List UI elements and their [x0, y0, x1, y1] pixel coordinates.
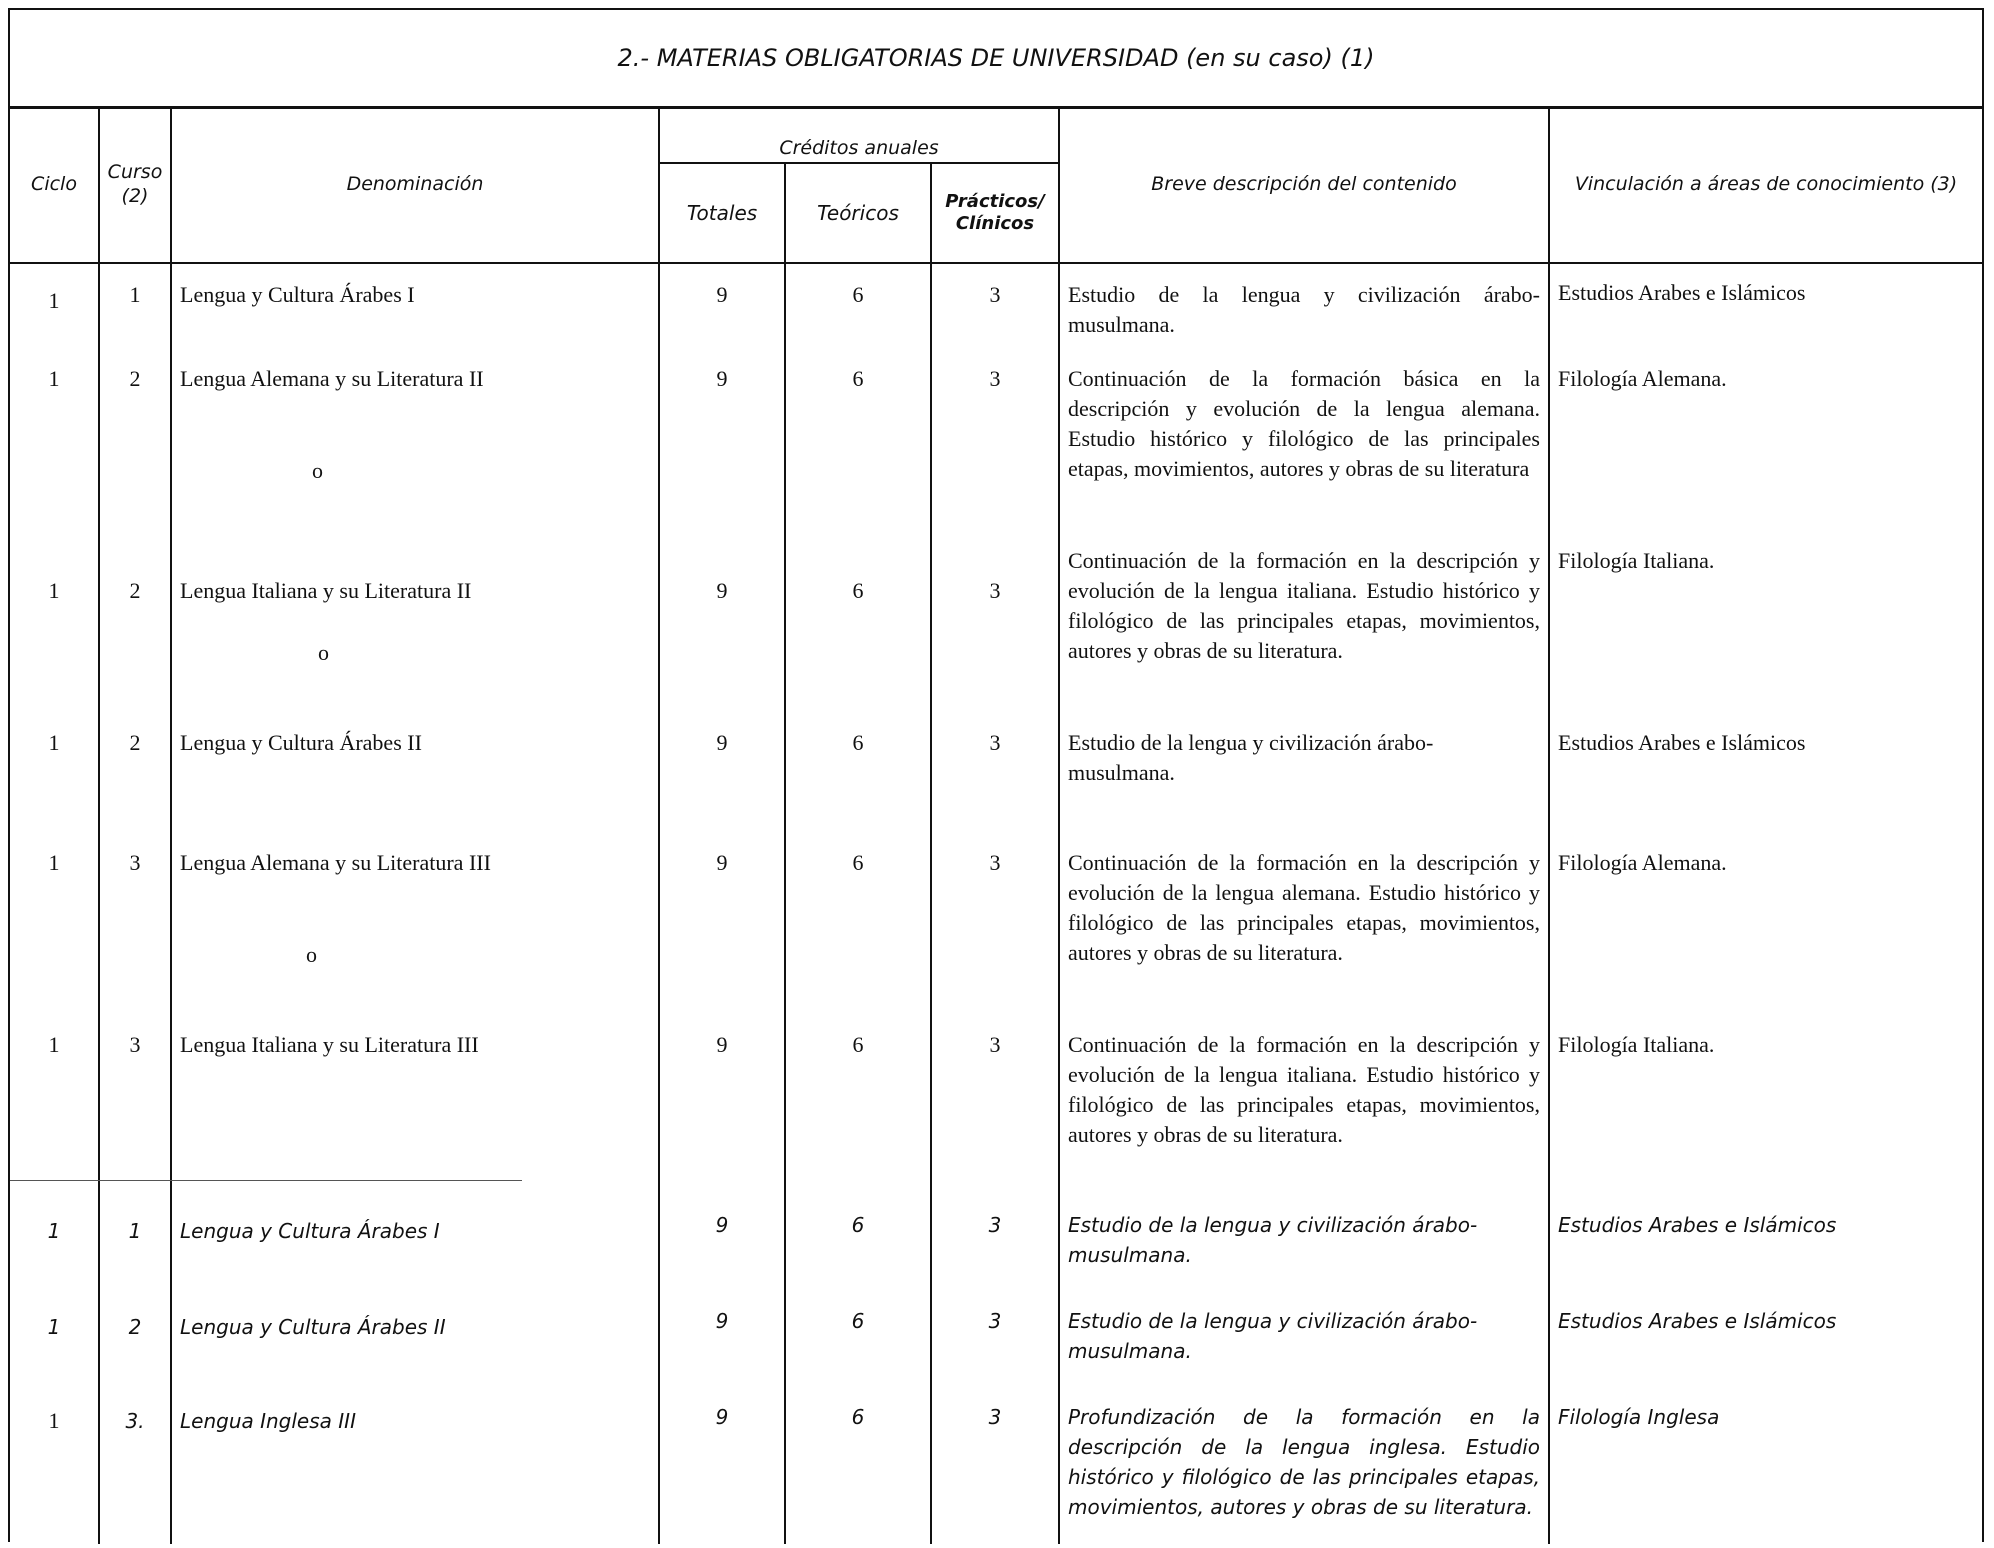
- table-cell-vinculacion: Filología Alemana.: [1558, 850, 1727, 875]
- table-cell-descripcion: Estudio de la lengua y civilización árabo-musulmana.: [1068, 1213, 1478, 1267]
- table-cell-practicos: 3: [988, 1405, 1002, 1429]
- table-cell-ciclo: 1: [48, 850, 60, 875]
- table-cell-or: o: [312, 458, 323, 483]
- table-cell-practicos: 3: [989, 1032, 1001, 1057]
- column-rule: [1548, 107, 1550, 1544]
- table-cell-vinculacion: Filología Italiana.: [1558, 548, 1715, 573]
- table-cell-denominacion: Lengua Alemana y su Literatura II: [180, 366, 484, 391]
- table-cell-curso: 2: [128, 1315, 142, 1339]
- table-cell-totales: 9: [716, 1032, 728, 1057]
- table-cell-totales: 9: [715, 1309, 729, 1333]
- table-cell-descripcion: Profundización de la formación en la descripción de la lengua inglesa. Estudio histórico y filológico de las principales etapas, movimientos, autores y obras de su literatura.: [1068, 1405, 1540, 1519]
- table-cell-curso: 2: [129, 578, 141, 603]
- table-cell-denominacion: Lengua Italiana y su Literatura III: [180, 1032, 479, 1057]
- table-cell-teoricos: 6: [851, 1213, 865, 1237]
- table-cell-vinculacion: Estudios Arabes e Islámicos: [1558, 280, 1806, 305]
- table-cell-teoricos: 6: [852, 366, 864, 391]
- table-cell-descripcion: Estudio de la lengua y civilización árabo-musulmana.: [1068, 282, 1540, 337]
- table-cell-or: o: [306, 942, 317, 967]
- table-cell-vinculacion: Filología Inglesa: [1558, 1405, 1720, 1429]
- header-clinicos-label: Clínicos: [955, 213, 1035, 234]
- header-practicos-label: Prácticos/: [945, 190, 1045, 212]
- table-cell-practicos: 3: [989, 366, 1001, 391]
- table-cell-vinculacion: Estudios Arabes e Islámicos: [1558, 1309, 1837, 1333]
- header-practicos: [932, 164, 1058, 262]
- table-cell-ciclo: 1: [47, 1315, 61, 1339]
- table-cell-teoricos: 6: [851, 1309, 865, 1333]
- table-cell-curso: 2: [129, 366, 141, 391]
- header-descripcion: Breve descripción del contenido: [1151, 173, 1457, 196]
- table-cell-ciclo: 1: [48, 1032, 60, 1057]
- table-cell-descripcion: Continuación de la formación en la descripción y evolución de la lengua italiana. Estudio histórico y filológico de las principales etapas, movimientos, autores y obras de su literatura.: [1068, 548, 1540, 663]
- page-title: 2.- MATERIAS OBLIGATORIAS DE UNIVERSIDAD (en su caso) (1): [10, 10, 1982, 109]
- header-denominacion: Denominación: [346, 173, 484, 196]
- table-cell-curso: 3: [129, 1032, 141, 1057]
- table-cell-practicos: 3: [989, 282, 1001, 307]
- table-cell-practicos: 3: [988, 1213, 1002, 1237]
- table-cell-teoricos: 6: [851, 1405, 865, 1429]
- table-cell-ciclo: 1: [48, 366, 60, 391]
- table-cell-teoricos: 6: [852, 730, 864, 755]
- table-cell-ciclo: 1: [48, 730, 60, 755]
- table-cell-totales: 9: [716, 366, 728, 391]
- table-cell-curso: 2: [129, 730, 141, 755]
- document-sheet: [8, 8, 1984, 1542]
- table-cell-descripcion: Continuación de la formación en la descripción y evolución de la lengua italiana. Estudio histórico y filológico de las principales etapas, movimientos, autores y obras de su literatura.: [1068, 1032, 1540, 1147]
- header-creditos: Créditos anuales: [779, 137, 939, 160]
- column-rule: [1058, 107, 1060, 1544]
- table-cell-totales: 9: [716, 578, 728, 603]
- table-cell-teoricos: 6: [852, 578, 864, 603]
- table-cell-descripcion: Continuación de la formación en la descripción y evolución de la lengua alemana. Estudio histórico y filológico de las principales etapas, movimientos, autores y obras de su literatura.: [1068, 850, 1540, 965]
- table-cell-descripcion: Estudio de la lengua y civilización árabo-musulmana.: [1068, 730, 1434, 785]
- table-cell-teoricos: 6: [852, 850, 864, 875]
- table-cell-denominacion: Lengua Inglesa III: [180, 1409, 356, 1433]
- header-bottom-rule: [10, 262, 1982, 264]
- table-cell-ciclo: 1: [48, 288, 60, 313]
- table-cell-denominacion: Lengua y Cultura Árabes I: [180, 1219, 440, 1243]
- table-cell-denominacion: Lengua Alemana y su Literatura III: [180, 850, 491, 875]
- section-rule: [10, 1180, 522, 1181]
- table-cell-denominacion: Lengua Italiana y su Literatura II: [180, 578, 472, 603]
- table-cell-ciclo: 1: [47, 1219, 61, 1243]
- header-curso-note: (2): [121, 185, 149, 207]
- table-cell-vinculacion: Estudios Arabes e Islámicos: [1558, 730, 1806, 755]
- header-vinculacion: Vinculación a áreas de conocimiento (3): [1574, 173, 1958, 196]
- table-cell-totales: 9: [715, 1213, 729, 1237]
- table-cell-or: o: [318, 640, 329, 665]
- column-rule: [170, 107, 172, 1544]
- table-cell-denominacion: Lengua y Cultura Árabes II: [180, 730, 422, 755]
- header-ciclo: Ciclo: [31, 173, 77, 196]
- table-cell-practicos: 3: [989, 850, 1001, 875]
- table-cell-practicos: 3: [989, 730, 1001, 755]
- header-curso-label: Curso: [107, 161, 163, 184]
- table-cell-denominacion: Lengua y Cultura Árabes II: [180, 1315, 446, 1339]
- table-cell-curso: 1: [129, 282, 141, 307]
- table-cell-descripcion: Estudio de la lengua y civilización árabo-musulmana.: [1068, 1309, 1478, 1363]
- table-cell-descripcion: Continuación de la formación básica en la descripción y evolución de la lengua alemana. Estudio histórico y filológico de las principales etapas, movimientos, autores y obras de su literatura: [1068, 366, 1540, 481]
- table-cell-curso: 1: [128, 1219, 142, 1243]
- table-cell-totales: 9: [716, 282, 728, 307]
- table-cell-practicos: 3: [988, 1309, 1002, 1333]
- table-cell-denominacion: Lengua y Cultura Árabes I: [180, 282, 415, 307]
- table-cell-vinculacion: Filología Alemana.: [1558, 366, 1727, 391]
- table-cell-vinculacion: Estudios Arabes e Islámicos: [1558, 1213, 1837, 1237]
- header-curso: [100, 108, 170, 262]
- table-cell-totales: 9: [716, 850, 728, 875]
- header-totales: Totales: [686, 200, 758, 225]
- table-cell-totales: 9: [716, 730, 728, 755]
- table-cell-teoricos: 6: [852, 282, 864, 307]
- table-cell-teoricos: 6: [852, 1032, 864, 1057]
- table-cell-ciclo: 1: [48, 578, 60, 603]
- table-cell-vinculacion: Filología Italiana.: [1558, 1032, 1715, 1057]
- header-teoricos: Teóricos: [817, 200, 899, 225]
- table-cell-totales: 9: [715, 1405, 729, 1429]
- table-cell-curso: 3: [129, 850, 141, 875]
- table-cell-curso: 3.: [125, 1409, 145, 1433]
- table-cell-practicos: 3: [989, 578, 1001, 603]
- table-cell-ciclo: 1: [48, 1408, 60, 1433]
